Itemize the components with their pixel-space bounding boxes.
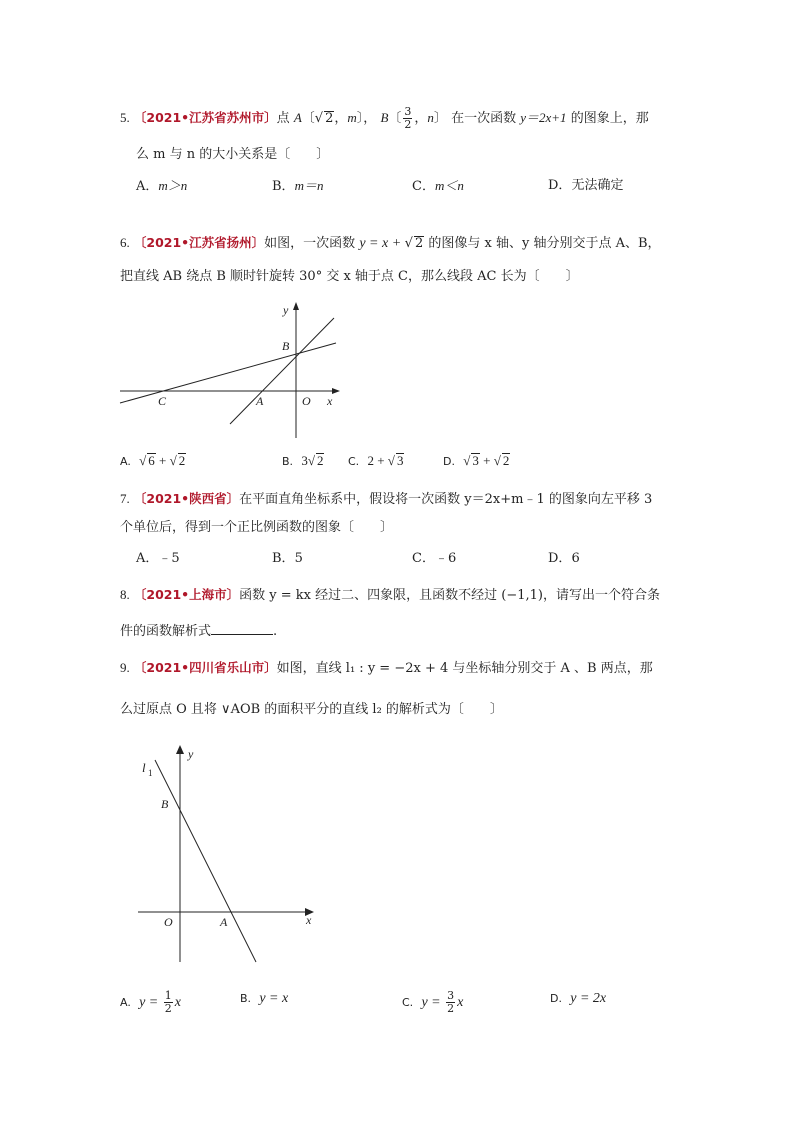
q9-text-a: 如图，直线 l₁ : y = −2x + 4 与坐标轴分别交于 A 、B 两点，那 bbox=[276, 661, 653, 676]
q8-answer-blank[interactable] bbox=[211, 622, 273, 635]
q9-label-b: B bbox=[161, 797, 169, 811]
q9-label-l1: l bbox=[142, 760, 146, 775]
q9-label-a: A bbox=[220, 915, 228, 929]
q5-option-c: C．m＜n bbox=[412, 178, 464, 194]
q6-label-y: y bbox=[283, 303, 289, 317]
q8-text-b: 件的函数解析式 bbox=[120, 624, 212, 639]
q9-number: 9. bbox=[120, 660, 130, 675]
q9-label-y: y bbox=[188, 747, 194, 761]
q9-label-l1-sub: 1 bbox=[148, 768, 153, 778]
q6-line1 bbox=[120, 234, 661, 253]
q9-line-l1 bbox=[155, 760, 256, 962]
q5-text-c: 的图象上，那 bbox=[570, 111, 649, 126]
q5-option-a: A．m＞n bbox=[136, 178, 188, 194]
q7-line2: 个单位后，得到一个正比例函数的图象〔 〕 bbox=[120, 520, 394, 535]
q6-text-b: 的图像与 x 轴、y 轴分别交于点 A、B， bbox=[428, 236, 661, 251]
q6-sqrt: √ 2 bbox=[404, 236, 424, 251]
q7-option-a: A．﹣5 bbox=[136, 551, 180, 566]
q9-option-a: A. y = $\frac{1}{2}$ x bbox=[120, 989, 181, 1015]
q9-y-arrow-icon bbox=[176, 745, 184, 754]
q5-fraction: $\frac{3}{2}$ bbox=[404, 105, 412, 131]
q7-line1 bbox=[120, 490, 652, 509]
q5-sep: 〕， bbox=[356, 111, 377, 126]
q5-option-b: B．m＝n bbox=[272, 178, 324, 194]
q5-option-d: D．无法确定 bbox=[548, 178, 624, 193]
q7-number: 7. bbox=[120, 491, 130, 506]
q7-option-b: B．5 bbox=[272, 551, 303, 566]
q5-source-tag: 〔2021•江苏省苏州市〕 bbox=[133, 110, 277, 125]
q8-text-a: 函数 y = kx 经过二、四象限，且函数不经过 (−1,1)，请写出一个符合条 bbox=[239, 588, 660, 603]
q6-figure bbox=[110, 298, 350, 442]
q6-line-ab bbox=[230, 318, 334, 424]
q6-option-b: B. 3√ 2 bbox=[282, 453, 324, 468]
q6-label-c: C bbox=[158, 394, 167, 408]
q5-number: 5. bbox=[120, 110, 130, 125]
q8-source-tag: 〔2021•上海市〕 bbox=[133, 587, 240, 602]
q9-source-tag: 〔2021•四川省乐山市〕 bbox=[133, 660, 277, 675]
q6-label-a: A bbox=[256, 394, 264, 408]
q6-source-tag: 〔2021•江苏省扬州〕 bbox=[133, 235, 265, 250]
q9-figure bbox=[130, 740, 330, 968]
q5-point-a: A bbox=[293, 110, 302, 125]
q6-text-a: 如图，一次函数 bbox=[264, 236, 356, 251]
q9-label-o: O bbox=[164, 915, 173, 929]
q5-text-b: 在一次函数 bbox=[451, 111, 517, 126]
q6-option-a: A. √ 6 + √ 2 bbox=[120, 453, 186, 468]
q5-function: y＝2x+1 bbox=[520, 110, 567, 125]
q5-text-a: 点 bbox=[276, 111, 290, 126]
q7-option-c: C．﹣6 bbox=[412, 551, 457, 566]
q9-label-x: x bbox=[306, 913, 312, 927]
q6-y-arrow-icon bbox=[293, 302, 299, 310]
q7-text-a: 在平面直角坐标系中，假设将一次函数 y＝2x+m﹣1 的图象向左平移 3 bbox=[239, 492, 653, 507]
q8-number: 8. bbox=[120, 587, 130, 602]
q6-line2: 把直线 AB 绕点 B 顺时针旋转 30° 交 x 轴于点 C，那么线段 AC 长为〔 〕 bbox=[120, 269, 579, 284]
q9-option-b: B. y = x bbox=[240, 991, 289, 1006]
q8-line1 bbox=[120, 586, 660, 605]
q5-line1: 5. 〔2021•江苏省苏州市〕点 A〔√ 2，m〕， B〔 $\frac{3}{2}$ ，n〕 在一次函数 y＝2x+1 的图象上，那 bbox=[120, 105, 649, 131]
q9-option-d: D. y = 2x bbox=[550, 991, 607, 1006]
q6-x-arrow-icon bbox=[332, 388, 340, 394]
q6-function: y = x + bbox=[359, 236, 405, 251]
q6-number: 6. bbox=[120, 235, 130, 250]
q9-line2: 么过原点 O 且将 ∨AOB 的面积平分的直线 l₂ 的解析式为〔 〕 bbox=[120, 702, 503, 717]
q6-option-c: C. 2 + √ 3 bbox=[348, 453, 404, 468]
q5-m: m bbox=[347, 110, 357, 125]
q9-option-c: C. y = $\frac{3}{2}$ x bbox=[402, 989, 464, 1015]
q7-source-tag: 〔2021•陕西省〕 bbox=[133, 491, 240, 506]
q5-point-b: B bbox=[380, 110, 389, 125]
q7-option-d: D．6 bbox=[548, 551, 580, 566]
q5-line2: 么 m 与 n 的大小关系是〔 〕 bbox=[136, 147, 330, 162]
q8-line2: 件的函数解析式 . bbox=[120, 624, 278, 639]
q6-label-x: x bbox=[327, 394, 333, 408]
q6-label-b: B bbox=[282, 339, 290, 353]
q5-sqrt: √ 2 bbox=[314, 111, 334, 126]
q6-label-o: O bbox=[302, 394, 311, 408]
q6-option-d: D. √ 3 + √ 2 bbox=[443, 453, 510, 468]
q5-n: n bbox=[427, 110, 434, 125]
q9-line1 bbox=[120, 659, 653, 678]
